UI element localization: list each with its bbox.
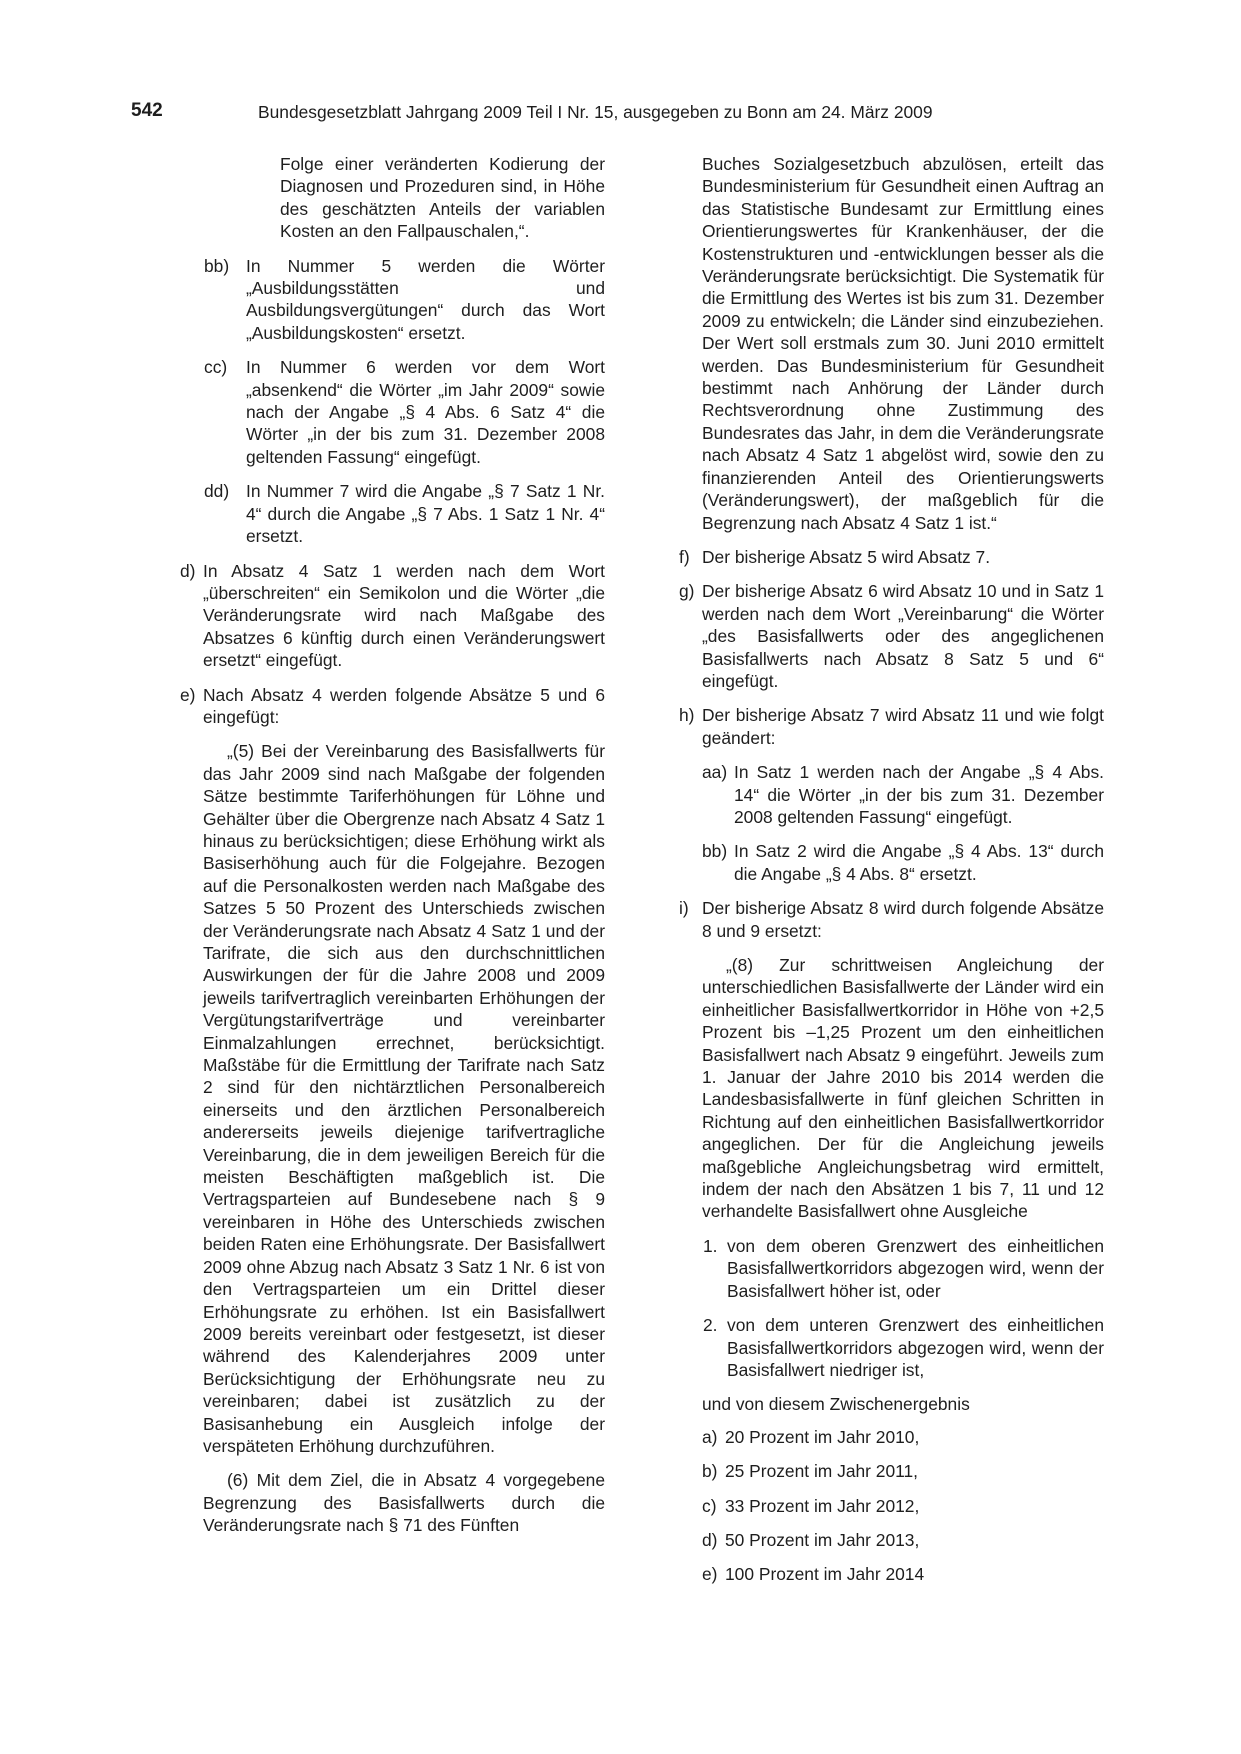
- list-item-f: [679, 546, 1104, 568]
- lettered-item-b: [702, 1460, 1104, 1482]
- item-label: b): [702, 1461, 718, 1482]
- item-text: In Satz 1 werden nach der Angabe „§ 4 Abs. 14“ die Wörter „in der bis zum 31. Dezember 2008 geltenden Fassung“ eingefügt.: [734, 762, 1104, 827]
- item-text: von dem oberen Grenzwert des einheitlichen Basisfallwertkorridors abgezogen wird, wenn der Basisfallwert höher ist, oder: [727, 1235, 1104, 1301]
- item-text: Der bisherige Absatz 7 wird Absatz 11 und wie folgt geändert:: [702, 705, 1104, 748]
- list-item-i: [679, 897, 1104, 942]
- numbered-item-1: [703, 1235, 1104, 1302]
- item-label: i): [679, 898, 689, 919]
- item-label: c): [702, 1495, 717, 1516]
- item-text: In Satz 2 wird die Angabe „§ 4 Abs. 13“ durch die Angabe „§ 4 Abs. 8“ ersetzt.: [734, 841, 1104, 884]
- item-text: Nach Absatz 4 werden folgende Absätze 5 und 6 eingefügt:: [203, 684, 605, 727]
- item-label: aa): [702, 762, 728, 783]
- list-item-d: [180, 560, 605, 672]
- list-item-e: [180, 684, 605, 729]
- item-text: 33 Prozent im Jahr 2012,: [725, 1495, 920, 1516]
- item-label: f): [679, 546, 690, 567]
- item-text: 100 Prozent im Jahr 2014: [725, 1564, 925, 1585]
- item-label: e): [702, 1564, 718, 1585]
- between-text: und von diesem Zwischenergebnis: [702, 1394, 970, 1415]
- item-text: 20 Prozent im Jahr 2010,: [725, 1426, 920, 1447]
- item-text: Der bisherige Absatz 5 wird Absatz 7.: [702, 546, 991, 567]
- list-item-cc: [204, 356, 605, 468]
- item-label: 1.: [703, 1235, 718, 1256]
- lettered-item-c: [702, 1495, 1104, 1517]
- paragraph-5: „(5) Bei der Vereinbarung des Basisfallwerts für das Jahr 2009 sind nach Maßgabe der folgenden Sätze bestimmte Tariferhöhungen für Löhne und Gehälter über die Obergrenze nach Absatz 4 Satz 1 hinaus zu berücksichtigen; diese Erhöhung wirkt als Basiserhöhung auch für die Folgejahre. Bezogen auf die Personalkosten werden nach Maßgabe des Satzes 5 50 Prozent des Unterschieds zwischen der Veränderungsrate nach Absatz 4 Satz 1 und der Tarifrate, die sich aus den durchschnittlichen Auswirkungen der für die Jahre 2008 und 2009 jeweils tarifvertraglich vereinbarten Erhöhungen der Vergütungstarifverträge und vereinbarter Einmalzahlungen errechnet, berücksichtigt. Maßstäbe für die Ermittlung der Tarifrate nach Satz 2 sind für den nichtärztlichen Personalbereich einerseits und den ärztlichen Personalbereich andererseits jeweils diejenige tarifvertragliche Vereinbarung, die in dem jeweiligen Bereich für die meisten Beschäftigten maßgeblich ist. Die Vertragsparteien auf Bundesebene nach § 9 vereinbaren in Höhe des Unterschieds zwischen beiden Raten eine Erhöhungsrate. Der Basisfallwert 2009 ohne Abzug nach Absatz 3 Satz 1 Nr. 6 ist von den Vertragsparteien um ein Drittel dieser Erhöhungsrate zu erhöhen. Ist ein Basisfallwert 2009 bereits vereinbart oder festgesetzt, ist dieser während des Kalenderjahres 2009 unter Berücksichtigung der Erhöhungsrate neu zu vereinbaren; dabei ist zusätzlich zu der Basisanhebung ein Ausgleich infolge der verspäteten Erhöhung durchzuführen.: [203, 741, 605, 1456]
- paragraph-8: „(8) Zur schrittweisen Angleichung der unterschiedlichen Basisfallwerte der Länder wird ein einheitlicher Basisfallwertkorridor in Höhe von +2,5 Prozent bis –1,25 Prozent um den einheitlichen Basisfallwert nach Absatz 9 eingeführt. Jeweils zum 1. Januar der Jahre 2010 bis 2014 werden die Landesbasisfallwerte in fünf gleichen Schritten in Richtung auf den einheitlichen Basisfallwertkorridor angeglichen. Der für die Angleichung jeweils maßgebliche Angleichungsbetrag wird ermittelt, indem der nach den Absätzen 1 bis 7, 11 und 12 verhandelte Basisfallwert ohne Ausgleiche: [702, 955, 1104, 1222]
- item-label: 2.: [703, 1315, 718, 1336]
- list-item-dd: [204, 480, 605, 547]
- list-item-bb: [702, 840, 1104, 885]
- item-label: bb): [204, 255, 230, 276]
- left-column: [180, 153, 605, 1549]
- list-item-g: [679, 580, 1104, 692]
- item-text: In Nummer 6 werden vor dem Wort „absenkend“ die Wörter „im Jahr 2009“ sowie nach der Angabe „§ 4 Abs. 6 Satz 4“ die Wörter „in der bis zum 31. Dezember 2008 geltenden Fassung“ eingefügt.: [246, 357, 605, 467]
- item-text: In Nummer 7 wird die Angabe „§ 7 Satz 1 Nr. 4“ durch die Angabe „§ 7 Abs. 1 Satz 1 Nr. 4“ ersetzt.: [246, 481, 605, 547]
- lettered-item-a: [702, 1426, 1104, 1448]
- item-text: von dem unteren Grenzwert des einheitlichen Basisfallwertkorridors abgezogen wird, wenn der Basisfallwert niedriger ist,: [727, 1315, 1104, 1380]
- right-column: [679, 153, 1104, 1598]
- running-head: Bundesgesetzblatt Jahrgang 2009 Teil I Nr. 15, ausgegeben zu Bonn am 24. März 2009: [258, 102, 933, 122]
- item-label: dd): [204, 481, 230, 502]
- item-label: d): [180, 560, 196, 581]
- item-label: a): [702, 1426, 718, 1447]
- continued-paragraph: Folge einer veränderten Kodierung der Diagnosen und Prozeduren sind, in Höhe des geschätzten Anteils der variablen Kosten an den Fallpauschalen,“.: [280, 154, 605, 242]
- item-label: bb): [702, 841, 728, 862]
- paragraph-6-continued: Buches Sozialgesetzbuch abzulösen, erteilt das Bundesministerium für Gesundheit einen Auftrag an das Statistische Bundesamt zur Ermittlung eines Orientierungswertes für Krankenhäuser, der die Kostenstrukturen und -entwicklungen besser als die Veränderungsrate berücksichtigt. Die Systematik für die Ermittlung des Wertes ist bis zum 31. Dezember 2009 zu entwickeln; die Länder sind einzubeziehen. Der Wert soll erstmals zum 30. Juni 2010 ermittelt werden. Das Bundesministerium für Gesundheit bestimmt nach Anhörung der Länder durch Rechtsverordnung ohne Zustimmung des Bundesrates das Jahr, in dem die Veränderungsrate nach Absatz 4 Satz 1 abgelöst wird, sowie den zu finanzierenden Anteil des Orientierungswerts (Veränderungswert), der maßgeblich für die Begrenzung nach Absatz 4 Satz 1 ist.“: [702, 154, 1104, 533]
- list-item-bb: [204, 255, 605, 345]
- item-label: g): [679, 581, 695, 602]
- item-label: cc): [204, 357, 228, 378]
- numbered-item-2: [703, 1314, 1104, 1381]
- lettered-item-e: [702, 1563, 1104, 1585]
- list-item-h: [679, 704, 1104, 749]
- item-text: In Absatz 4 Satz 1 werden nach dem Wort „überschreiten“ ein Semikolon und die Wörter „die Veränderungsrate wird nach Maßgabe des Absatzes 6 künftig durch einen Veränderungswert ersetzt“ eingefügt.: [203, 560, 605, 671]
- paragraph-6-start: (6) Mit dem Ziel, die in Absatz 4 vorgegebene Begrenzung des Basisfallwerts durch die Veränderungsrate nach § 71 des Fünften: [203, 1470, 605, 1536]
- item-label: h): [679, 705, 695, 726]
- item-label: e): [180, 684, 196, 705]
- lettered-item-d: [702, 1529, 1104, 1551]
- list-item-aa: [702, 761, 1104, 828]
- item-text: 50 Prozent im Jahr 2013,: [725, 1529, 920, 1550]
- item-label: d): [702, 1529, 718, 1550]
- page-number: 542: [131, 100, 163, 121]
- item-text: In Nummer 5 werden die Wörter „Ausbildungsstätten und Ausbildungsvergütungen“ durch das Wort „Ausbildungskosten“ ersetzt.: [246, 255, 605, 343]
- item-text: 25 Prozent im Jahr 2011,: [725, 1461, 919, 1482]
- item-text: Der bisherige Absatz 6 wird Absatz 10 und in Satz 1 werden nach dem Wort „Vereinbarung“ die Wörter „des Basisfallwerts oder des angeglichenen Basisfallwerts nach Absatz 8 Satz 5 und 6“ eingefügt.: [702, 581, 1104, 691]
- item-text: Der bisherige Absatz 8 wird durch folgende Absätze 8 und 9 ersetzt:: [702, 898, 1104, 941]
